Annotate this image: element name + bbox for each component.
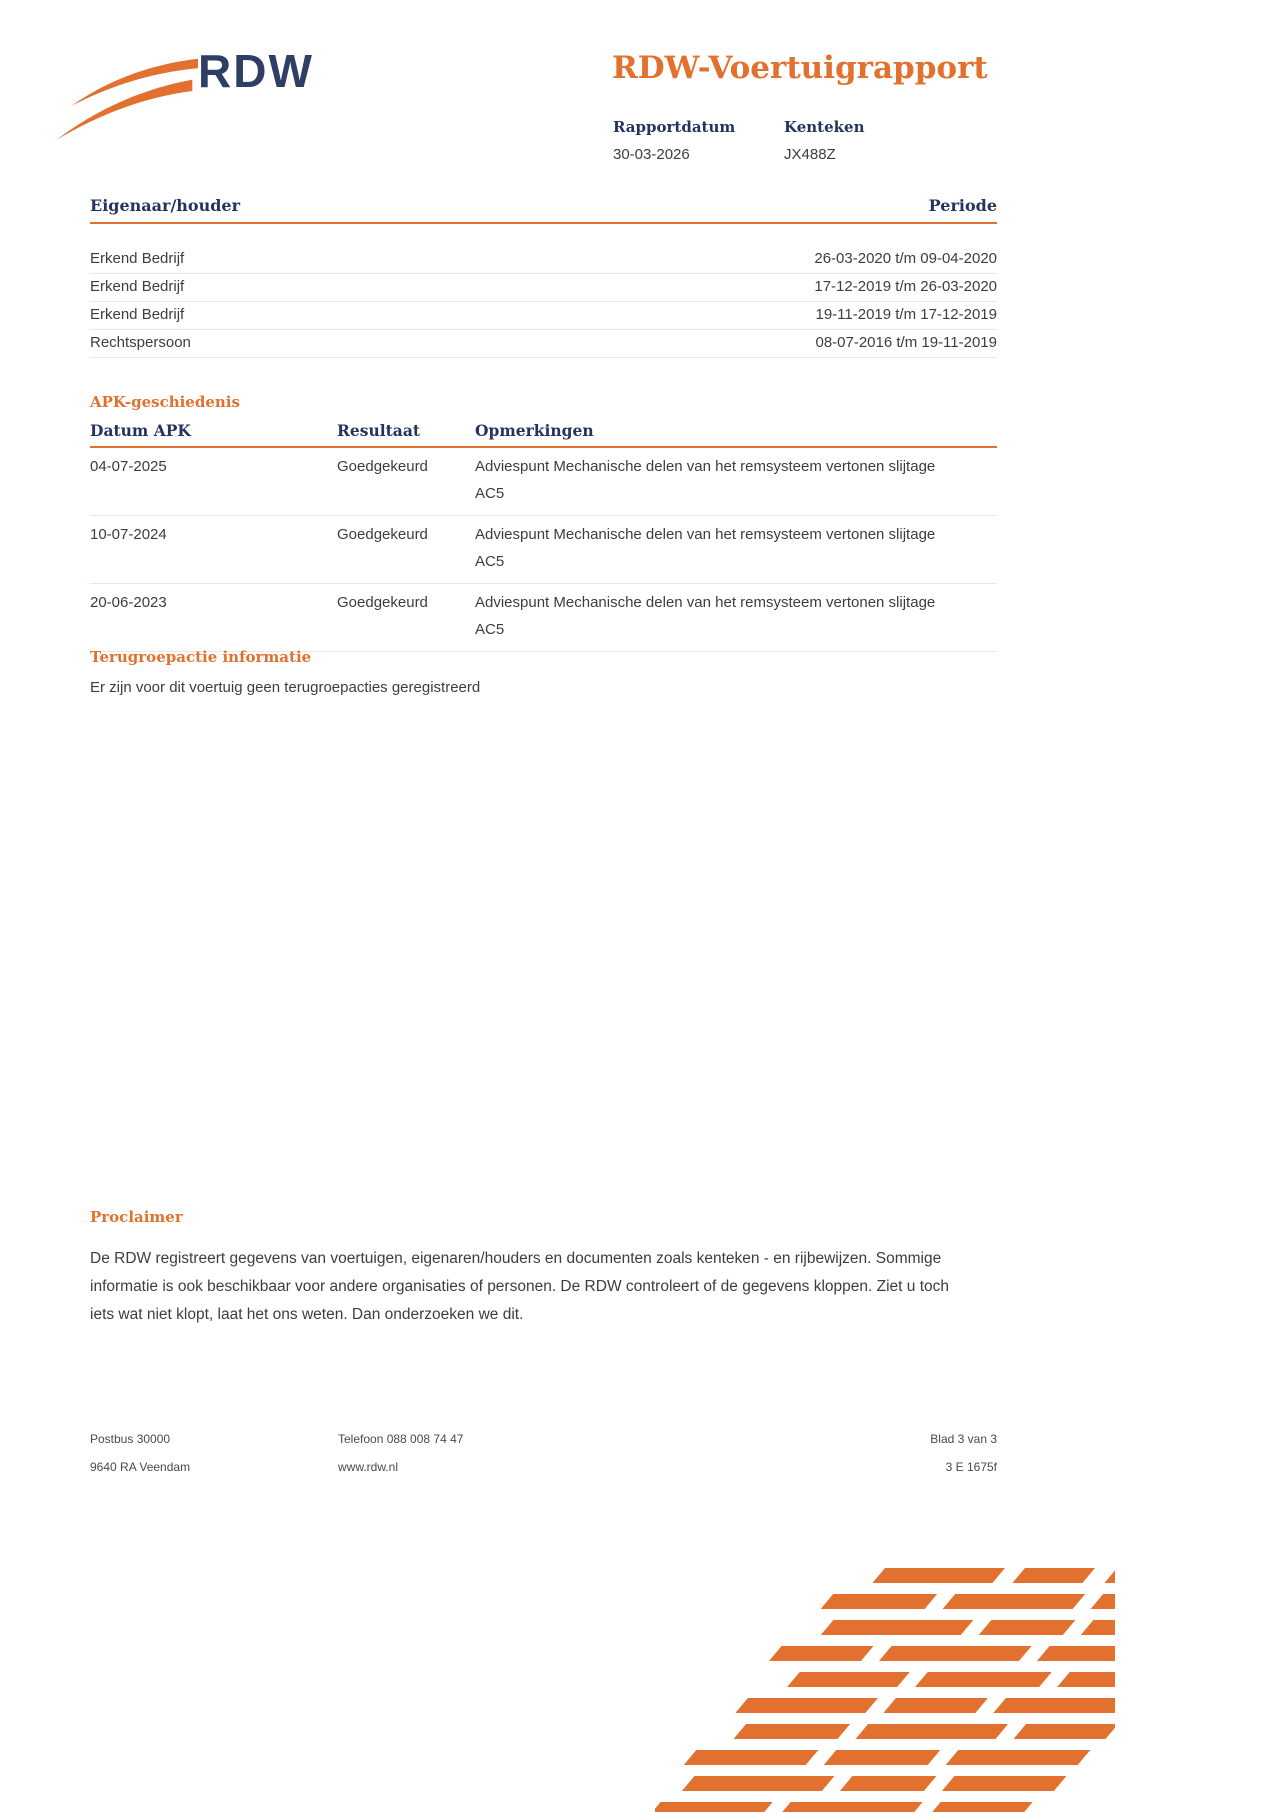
footer-website: www.rdw.nl (338, 1460, 399, 1474)
report-date-label: Rapportdatum (613, 118, 736, 136)
owner-name: Erkend Bedrijf (90, 278, 185, 295)
footer-contact (338, 1432, 463, 1474)
recall-section-body: Er zijn voor dit voertuig geen terugroepacties geregistreerd (90, 679, 481, 696)
apk-result: Goedgekeurd (337, 458, 428, 475)
owner-period: 26-03-2020 t/m 09-04-2020 (814, 250, 997, 267)
footer-address-line2: 9640 RA Veendam (90, 1460, 191, 1474)
table-row (90, 448, 997, 516)
rdw-logo-text: RDW (198, 45, 314, 97)
apk-table-header (90, 421, 997, 448)
apk-date: 04-07-2025 (90, 458, 167, 475)
proclaimer-title: Proclaimer (90, 1208, 183, 1226)
report-meta (613, 118, 864, 163)
rdw-logo-icon (50, 55, 202, 145)
apk-remark: Adviespunt Mechanische delen van het remsysteem vertonen slijtage AC5 (475, 526, 936, 570)
license-plate-block (784, 118, 864, 163)
footer-page-number: Blad 3 van 3 (930, 1432, 997, 1446)
apk-column-result: Resultaat (337, 421, 421, 440)
apk-column-remarks: Opmerkingen (475, 421, 594, 440)
owner-period: 19-11-2019 t/m 17-12-2019 (815, 306, 997, 323)
rdw-stripes-graphic (655, 1568, 1115, 1812)
owner-rows (90, 246, 997, 358)
apk-table-rows (90, 448, 997, 652)
recall-section (90, 648, 997, 696)
apk-date: 20-06-2023 (90, 594, 167, 611)
page-title: RDW-Voertuigrapport (612, 50, 988, 86)
apk-result: Goedgekeurd (337, 594, 428, 611)
footer-phone: Telefoon 088 008 74 47 (338, 1432, 464, 1446)
owner-name: Erkend Bedrijf (90, 250, 185, 267)
license-plate-value: JX488Z (784, 146, 836, 163)
owner-name: Erkend Bedrijf (90, 306, 185, 323)
apk-result: Goedgekeurd (337, 526, 428, 543)
apk-remark: Adviespunt Mechanische delen van het remsysteem vertonen slijtage AC5 (475, 594, 936, 638)
apk-section-title: APK-geschiedenis (90, 393, 240, 411)
period-column-header: Periode (928, 196, 997, 215)
proclaimer-body: De RDW registreert gegevens van voertuigen, eigenaren/houders en documenten zoals kenteken - en rijbewijzen. Sommige informatie is ook beschikbaar voor andere organisaties of personen. De RDW controleert of de gegevens kloppen. Ziet u toch iets wat niet klopt, laat het ons weten. Dan onderzoeken we dit. (90, 1250, 950, 1323)
owner-row (90, 246, 997, 274)
report-date-block (613, 118, 784, 163)
owner-row (90, 274, 997, 302)
owner-row (90, 302, 997, 330)
owner-period: 08-07-2016 t/m 19-11-2019 (815, 334, 997, 351)
apk-column-date: Datum APK (90, 421, 191, 440)
owner-section (90, 196, 997, 358)
apk-remark: Adviespunt Mechanische delen van het remsysteem vertonen slijtage AC5 (475, 458, 936, 502)
owner-row (90, 330, 997, 358)
recall-section-title: Terugroepactie informatie (90, 648, 312, 666)
owner-section-title: Eigenaar/houder (90, 196, 241, 215)
owner-name: Rechtspersoon (90, 334, 191, 351)
proclaimer-section (90, 1208, 997, 1329)
apk-history-section (90, 393, 997, 652)
footer-page-info (930, 1432, 997, 1474)
table-row (90, 516, 997, 584)
apk-date: 10-07-2024 (90, 526, 167, 543)
footer-address-line1: Postbus 30000 (90, 1432, 171, 1446)
owner-section-header (90, 196, 997, 224)
license-plate-label: Kenteken (784, 118, 865, 136)
report-date-value: 30-03-2026 (613, 146, 690, 163)
page-footer (90, 1432, 997, 1492)
footer-address (90, 1432, 190, 1474)
owner-period: 17-12-2019 t/m 26-03-2020 (814, 278, 997, 295)
footer-document-code: 3 E 1675f (945, 1460, 997, 1474)
table-row (90, 584, 997, 652)
